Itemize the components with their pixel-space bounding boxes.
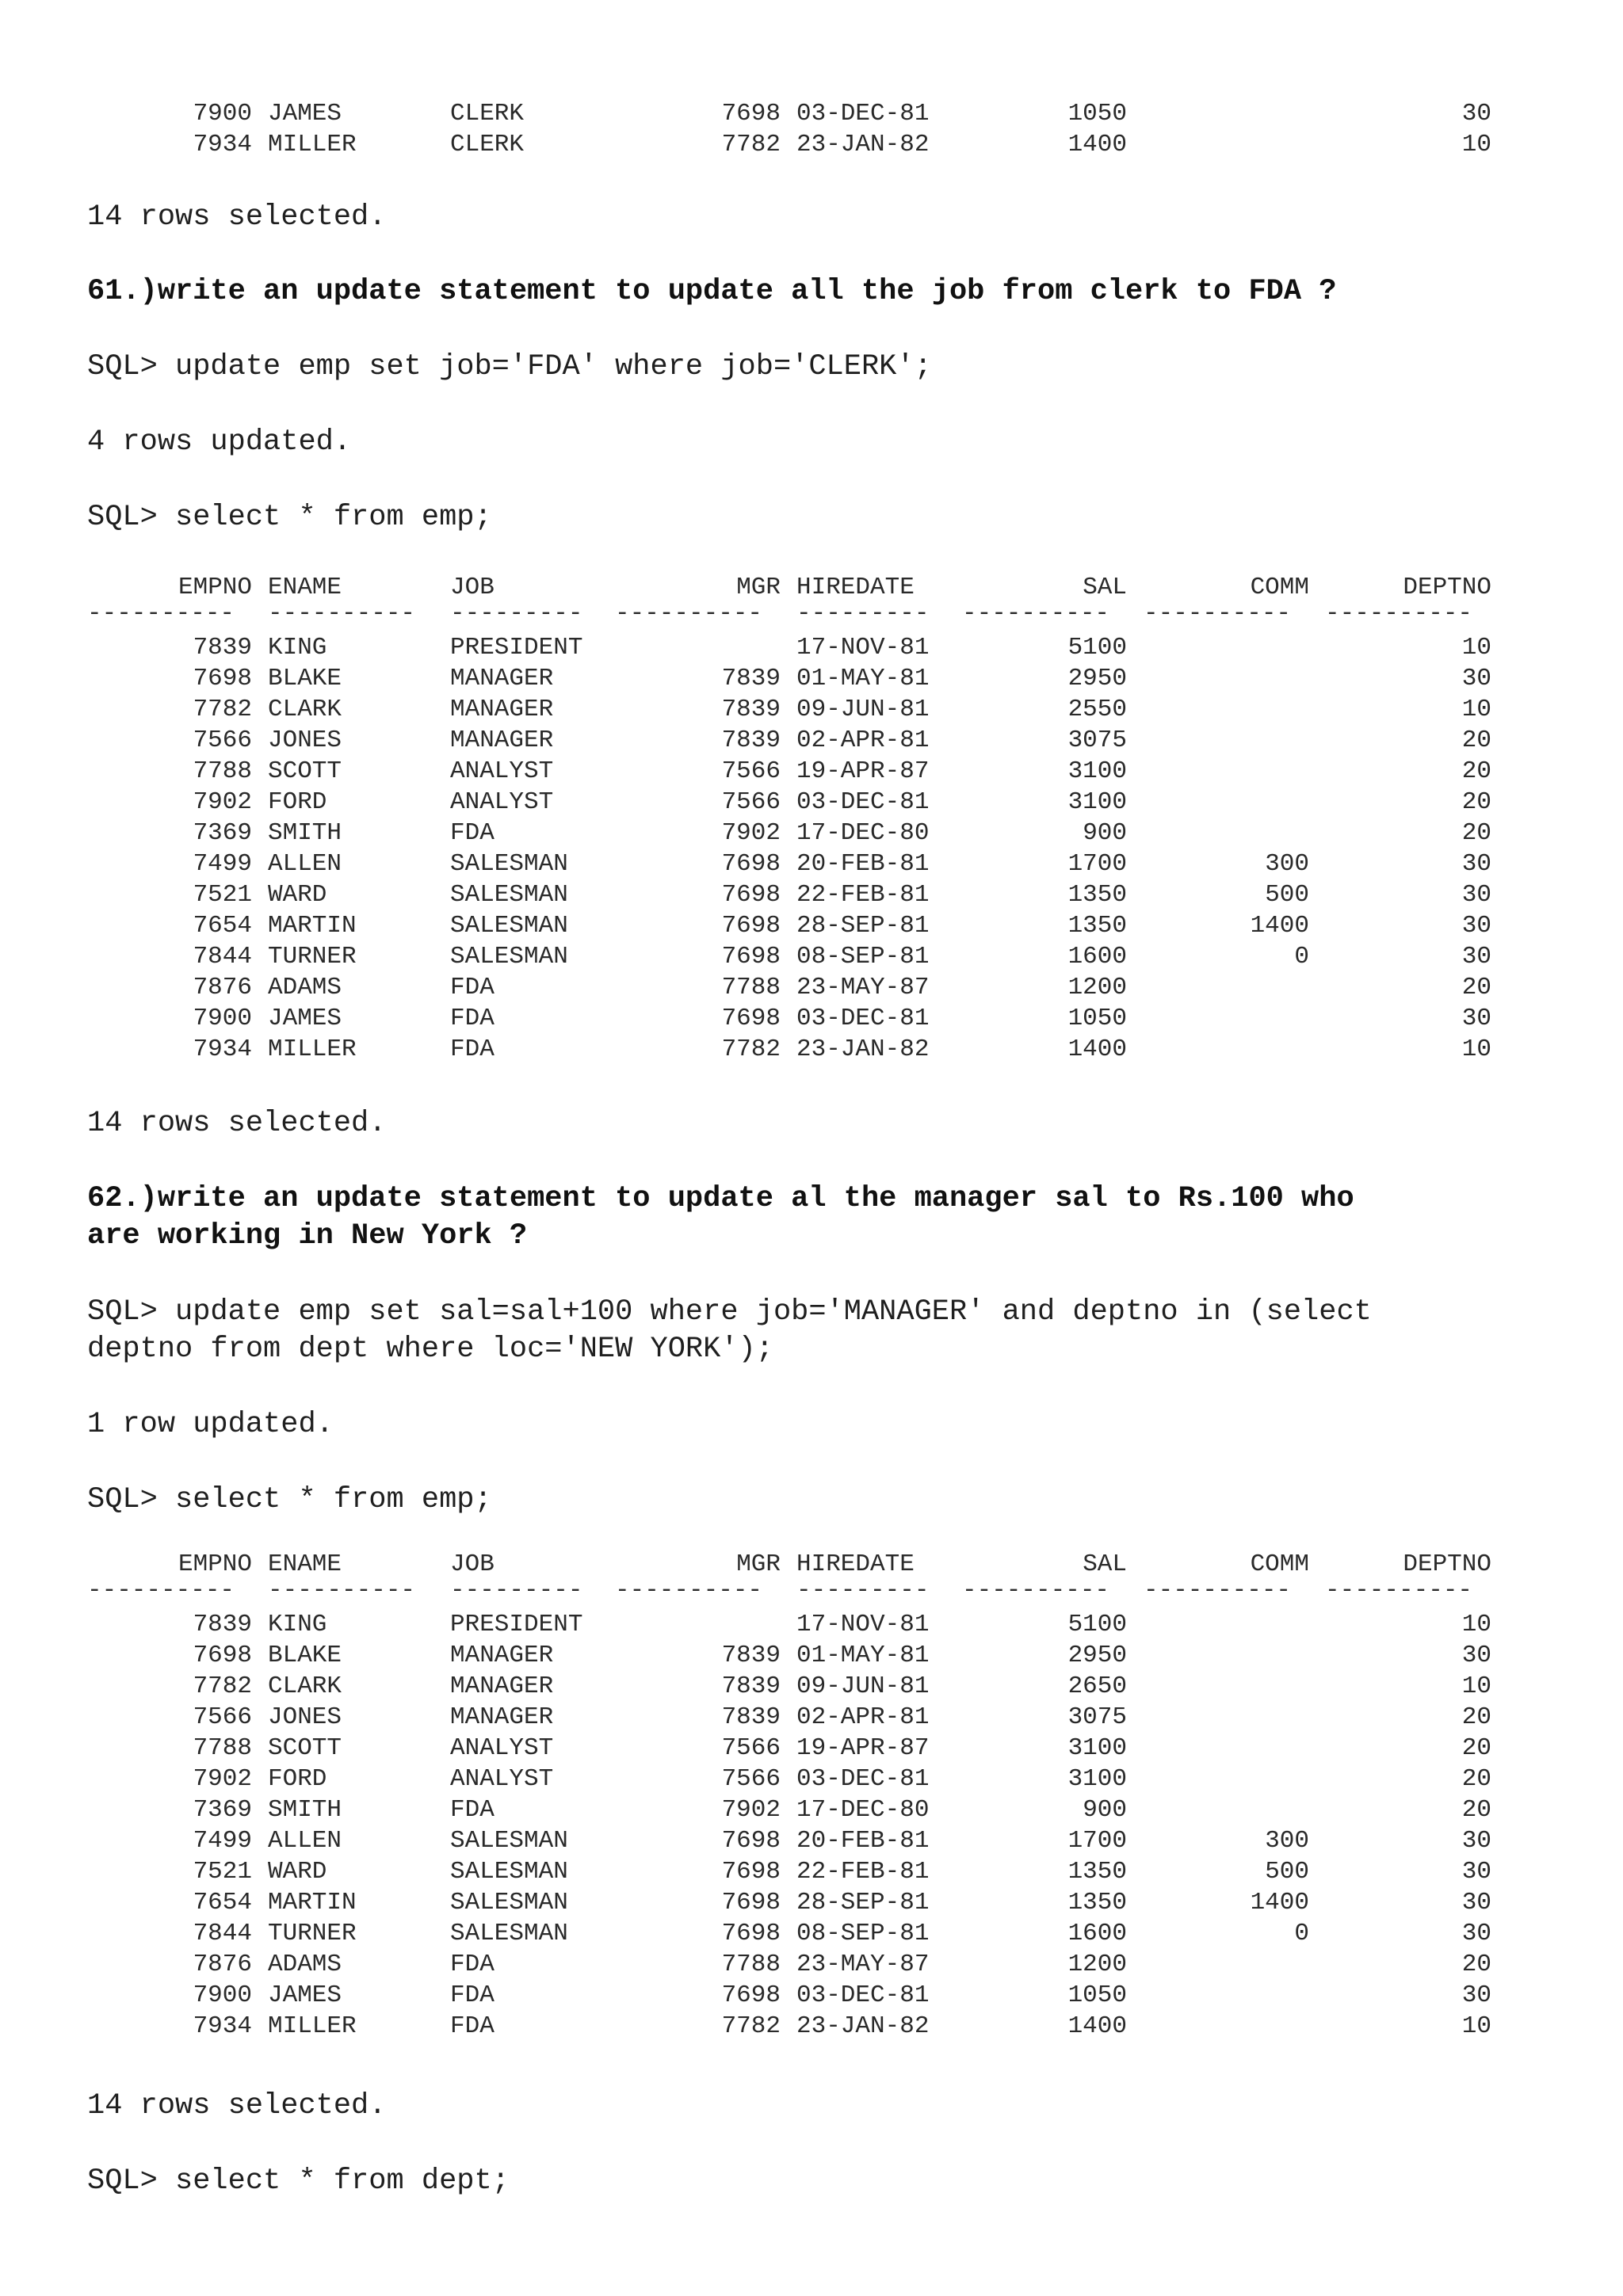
cell-mgr: 7839: [721, 1642, 781, 1669]
cell-empno: 7698: [193, 1642, 252, 1669]
cell-ename: MILLER: [268, 1035, 357, 1063]
cell-ename: SCOTT: [268, 757, 342, 785]
cell-mgr: 7788: [721, 1951, 781, 1978]
cell-comm: 1400: [1250, 1889, 1309, 1917]
cell-hiredate: 02-APR-81: [796, 727, 930, 754]
cell-ename: ADAMS: [268, 974, 342, 1001]
table-row: [87, 941, 1498, 972]
cell-deptno: 10: [1461, 1611, 1491, 1638]
cell-deptno: 20: [1461, 788, 1491, 816]
table-row: [87, 1003, 1498, 1034]
cell-deptno: 30: [1461, 1920, 1491, 1947]
cell-ename: WARD: [268, 881, 327, 909]
table-row: [87, 725, 1498, 756]
cell-job: SALESMAN: [450, 1920, 568, 1947]
cell-mgr: 7698: [721, 912, 781, 940]
cell-mgr: 7698: [721, 881, 781, 909]
cell-deptno: 20: [1461, 727, 1491, 754]
cell-job: ANALYST: [450, 788, 554, 816]
cell-hiredate: 03-DEC-81: [796, 1765, 930, 1793]
cell-sal: 5100: [1067, 634, 1127, 662]
cell-empno: 7900: [193, 1005, 252, 1032]
table-row: [87, 972, 1498, 1003]
table-row: [87, 787, 1498, 818]
cell-empno: 7839: [193, 634, 252, 662]
cell-ename: SMITH: [268, 819, 342, 847]
cell-ename: FORD: [268, 1765, 327, 1793]
sql-update-job: SQL> update emp set job='FDA' where job='CLERK';: [87, 350, 932, 383]
rows-updated-text: 4 rows updated.: [87, 425, 352, 459]
table-row: [87, 1918, 1498, 1949]
cell-sal: 2950: [1067, 1642, 1127, 1669]
cell-hiredate: 03-DEC-81: [796, 1981, 930, 2009]
cell-job: FDA: [450, 1035, 495, 1063]
header-job: JOB: [450, 1550, 495, 1578]
header-hiredate: HIREDATE: [796, 574, 915, 601]
cell-comm: 1400: [1250, 912, 1309, 940]
header-ename: ENAME: [268, 574, 342, 601]
cell-ename: ALLEN: [268, 850, 342, 878]
cell-sal: 1200: [1067, 1951, 1127, 1978]
cell-empno: 7369: [193, 819, 252, 847]
cell-ename: MARTIN: [268, 1889, 357, 1917]
table-separator: [87, 1577, 1498, 1609]
sql-update-sal-line-2: deptno from dept where loc='NEW YORK');: [87, 1333, 773, 1366]
cell-comm: 500: [1265, 1858, 1309, 1886]
emp-table-1: [87, 572, 1498, 1065]
cell-job: SALESMAN: [450, 1858, 568, 1886]
separator-dashes: ----------: [87, 600, 235, 627]
cell-mgr: 7902: [721, 819, 781, 847]
cell-job: FDA: [450, 974, 495, 1001]
cell-empno: 7566: [193, 727, 252, 754]
cell-deptno: 10: [1461, 696, 1491, 723]
cell-empno: 7521: [193, 881, 252, 909]
cell-hiredate: 17-NOV-81: [796, 1611, 930, 1638]
cell-deptno: 20: [1461, 1765, 1491, 1793]
cell-mgr: 7698: [721, 850, 781, 878]
cell-empno: 7844: [193, 1920, 252, 1947]
cell-sal: 1700: [1067, 850, 1127, 878]
cell-deptno: 10: [1461, 2012, 1491, 2040]
cell-mgr: 7698: [721, 1920, 781, 1947]
cell-job: SALESMAN: [450, 1827, 568, 1855]
cell-job: FDA: [450, 1796, 495, 1824]
cell-ename: FORD: [268, 788, 327, 816]
cell-ename: JONES: [268, 727, 342, 754]
cell-job: MANAGER: [450, 696, 554, 723]
cell-deptno: 30: [1461, 1005, 1491, 1032]
cell-hiredate: 20-FEB-81: [796, 850, 930, 878]
cell-hiredate: 17-DEC-80: [796, 819, 930, 847]
cell-deptno: 30: [1461, 881, 1491, 909]
cell-deptno: 30: [1461, 850, 1491, 878]
cell-empno: 7902: [193, 788, 252, 816]
cell-sal: 1350: [1067, 1858, 1127, 1886]
cell-empno: 7900: [193, 100, 252, 128]
table-row: [87, 1733, 1498, 1764]
cell-sal: 3075: [1067, 1703, 1127, 1731]
cell-hiredate: 09-JUN-81: [796, 1672, 930, 1700]
cell-sal: 1600: [1067, 943, 1127, 971]
cell-job: SALESMAN: [450, 850, 568, 878]
cell-deptno: 20: [1461, 757, 1491, 785]
cell-deptno: 10: [1461, 131, 1491, 158]
cell-job: SALESMAN: [450, 943, 568, 971]
table-row: [87, 849, 1498, 879]
row-updated-text: 1 row updated.: [87, 1408, 334, 1441]
cell-sal: 3100: [1067, 788, 1127, 816]
cell-empno: 7934: [193, 2012, 252, 2040]
cell-ename: SMITH: [268, 1796, 342, 1824]
separator-dashes: ----------: [1325, 1577, 1473, 1604]
cell-job: ANALYST: [450, 1765, 554, 1793]
cell-deptno: 30: [1461, 1642, 1491, 1669]
cell-sal: 1350: [1067, 881, 1127, 909]
cell-hiredate: 17-NOV-81: [796, 634, 930, 662]
cell-mgr: 7698: [721, 943, 781, 971]
cell-mgr: 7902: [721, 1796, 781, 1824]
header-mgr: MGR: [736, 1550, 781, 1578]
cell-hiredate: 08-SEP-81: [796, 943, 930, 971]
cell-mgr: 7698: [721, 1889, 781, 1917]
cell-job: PRESIDENT: [450, 634, 583, 662]
cell-hiredate: 23-MAY-87: [796, 1951, 930, 1978]
cell-sal: 1050: [1067, 1005, 1127, 1032]
cell-hiredate: 23-MAY-87: [796, 974, 930, 1001]
cell-job: ANALYST: [450, 757, 554, 785]
header-comm: COMM: [1250, 574, 1309, 601]
cell-ename: CLARK: [268, 1672, 342, 1700]
cell-ename: ALLEN: [268, 1827, 342, 1855]
cell-ename: WARD: [268, 1858, 327, 1886]
cell-empno: 7369: [193, 1796, 252, 1824]
cell-mgr: 7782: [721, 131, 781, 158]
cell-sal: 1350: [1067, 1889, 1127, 1917]
table-row: [87, 1702, 1498, 1733]
table-row: [87, 98, 1498, 129]
cell-job: FDA: [450, 1951, 495, 1978]
separator-dashes: ---------: [450, 600, 583, 627]
cell-mgr: 7839: [721, 1672, 781, 1700]
separator-dashes: ----------: [1325, 600, 1473, 627]
cell-empno: 7934: [193, 131, 252, 158]
cell-deptno: 30: [1461, 1827, 1491, 1855]
cell-sal: 1050: [1067, 1981, 1127, 2009]
cell-sal: 1400: [1067, 1035, 1127, 1063]
cell-ename: JAMES: [268, 100, 342, 128]
header-deptno: DEPTNO: [1403, 1550, 1491, 1578]
cell-ename: TURNER: [268, 943, 357, 971]
cell-mgr: 7566: [721, 757, 781, 785]
sql-update-sal-line-1: SQL> update emp set sal=sal+100 where job='MANAGER' and deptno in (select: [87, 1295, 1372, 1329]
cell-sal: 3100: [1067, 1765, 1127, 1793]
cell-hiredate: 23-JAN-82: [796, 1035, 930, 1063]
cell-comm: 0: [1294, 943, 1309, 971]
table-row: [87, 1640, 1498, 1671]
cell-deptno: 10: [1461, 1035, 1491, 1063]
cell-empno: 7654: [193, 912, 252, 940]
cell-mgr: 7698: [721, 100, 781, 128]
cell-mgr: 7839: [721, 727, 781, 754]
cell-hiredate: 22-FEB-81: [796, 1858, 930, 1886]
cell-ename: JAMES: [268, 1005, 342, 1032]
cell-empno: 7844: [193, 943, 252, 971]
separator-dashes: ---------: [450, 1577, 583, 1604]
cell-ename: SCOTT: [268, 1734, 342, 1762]
cell-sal: 3100: [1067, 757, 1127, 785]
cell-hiredate: 17-DEC-80: [796, 1796, 930, 1824]
separator-dashes: ----------: [962, 1577, 1110, 1604]
rows-selected-text: 14 rows selected.: [87, 2089, 387, 2122]
header-job: JOB: [450, 574, 495, 601]
cell-mgr: 7698: [721, 1858, 781, 1886]
header-hiredate: HIREDATE: [796, 1550, 915, 1578]
cell-mgr: 7698: [721, 1005, 781, 1032]
cell-sal: 1400: [1067, 131, 1127, 158]
separator-dashes: ---------: [796, 1577, 930, 1604]
table-row: [87, 756, 1498, 787]
cell-sal: 1600: [1067, 1920, 1127, 1947]
table-row: [87, 1034, 1498, 1065]
cell-deptno: 30: [1461, 100, 1491, 128]
cell-hiredate: 28-SEP-81: [796, 912, 930, 940]
cell-hiredate: 03-DEC-81: [796, 1005, 930, 1032]
table-row: [87, 818, 1498, 849]
separator-dashes: ----------: [1144, 600, 1292, 627]
cell-job: FDA: [450, 1005, 495, 1032]
separator-dashes: ----------: [268, 600, 416, 627]
cell-ename: KING: [268, 634, 327, 662]
cell-hiredate: 19-APR-87: [796, 757, 930, 785]
header-mgr: MGR: [736, 574, 781, 601]
table-row: [87, 1671, 1498, 1702]
cell-empno: 7839: [193, 1611, 252, 1638]
cell-empno: 7876: [193, 974, 252, 1001]
cell-empno: 7782: [193, 696, 252, 723]
question-62-line-1: 62.)write an update statement to update al the manager sal to Rs.100 who: [87, 1182, 1354, 1215]
sql-select-emp: SQL> select * from emp;: [87, 1483, 492, 1516]
cell-deptno: 20: [1461, 1951, 1491, 1978]
cell-sal: 2550: [1067, 696, 1127, 723]
cell-sal: 1050: [1067, 100, 1127, 128]
cell-deptno: 20: [1461, 1796, 1491, 1824]
cell-mgr: 7698: [721, 1981, 781, 2009]
cell-job: FDA: [450, 1981, 495, 2009]
sql-select-dept: SQL> select * from dept;: [87, 2164, 510, 2198]
cell-empno: 7900: [193, 1981, 252, 2009]
cell-empno: 7499: [193, 850, 252, 878]
cell-hiredate: 23-JAN-82: [796, 131, 930, 158]
cell-empno: 7876: [193, 1951, 252, 1978]
cell-comm: 500: [1265, 881, 1309, 909]
cell-ename: ADAMS: [268, 1951, 342, 1978]
cell-sal: 1700: [1067, 1827, 1127, 1855]
cell-empno: 7654: [193, 1889, 252, 1917]
cell-sal: 900: [1083, 1796, 1127, 1824]
header-comm: COMM: [1250, 1550, 1309, 1578]
cell-hiredate: 03-DEC-81: [796, 100, 930, 128]
table-row: [87, 2011, 1498, 2042]
cell-empno: 7698: [193, 665, 252, 692]
separator-dashes: ----------: [615, 600, 763, 627]
cell-hiredate: 22-FEB-81: [796, 881, 930, 909]
cell-ename: CLARK: [268, 696, 342, 723]
cell-job: MANAGER: [450, 1703, 554, 1731]
table-separator: [87, 600, 1498, 632]
separator-dashes: ----------: [268, 1577, 416, 1604]
cell-hiredate: 01-MAY-81: [796, 1642, 930, 1669]
sql-select-emp: SQL> select * from emp;: [87, 501, 492, 534]
cell-deptno: 30: [1461, 943, 1491, 971]
cell-sal: 2950: [1067, 665, 1127, 692]
table-row: [87, 1764, 1498, 1794]
cell-sal: 2650: [1067, 1672, 1127, 1700]
separator-dashes: ----------: [962, 600, 1110, 627]
cell-job: SALESMAN: [450, 881, 568, 909]
separator-dashes: ----------: [1144, 1577, 1292, 1604]
emp-table-continuation: [87, 98, 1498, 160]
header-empno: EMPNO: [178, 1550, 252, 1578]
cell-sal: 5100: [1067, 1611, 1127, 1638]
cell-job: MANAGER: [450, 727, 554, 754]
cell-hiredate: 09-JUN-81: [796, 696, 930, 723]
cell-ename: MARTIN: [268, 912, 357, 940]
cell-deptno: 10: [1461, 1672, 1491, 1700]
table-row: [87, 910, 1498, 941]
cell-sal: 1400: [1067, 2012, 1127, 2040]
cell-mgr: 7566: [721, 1734, 781, 1762]
cell-ename: TURNER: [268, 1920, 357, 1947]
cell-ename: MILLER: [268, 2012, 357, 2040]
cell-sal: 3100: [1067, 1734, 1127, 1762]
separator-dashes: ----------: [87, 1577, 235, 1604]
cell-ename: MILLER: [268, 131, 357, 158]
cell-empno: 7566: [193, 1703, 252, 1731]
cell-ename: KING: [268, 1611, 327, 1638]
emp-table-2: [87, 1549, 1498, 2042]
cell-deptno: 30: [1461, 665, 1491, 692]
question-61: 61.)write an update statement to update all the job from clerk to FDA ?: [87, 275, 1337, 308]
table-row: [87, 1949, 1498, 1980]
cell-deptno: 30: [1461, 912, 1491, 940]
cell-comm: 0: [1294, 1920, 1309, 1947]
table-row: [87, 1609, 1498, 1640]
header-empno: EMPNO: [178, 574, 252, 601]
cell-mgr: 7698: [721, 1827, 781, 1855]
cell-deptno: 20: [1461, 819, 1491, 847]
cell-empno: 7902: [193, 1765, 252, 1793]
table-row: [87, 632, 1498, 663]
header-deptno: DEPTNO: [1403, 574, 1491, 601]
header-sal: SAL: [1083, 1550, 1127, 1578]
cell-deptno: 30: [1461, 1858, 1491, 1886]
cell-comm: 300: [1265, 1827, 1309, 1855]
cell-mgr: 7566: [721, 1765, 781, 1793]
cell-hiredate: 23-JAN-82: [796, 2012, 930, 2040]
separator-dashes: ----------: [615, 1577, 763, 1604]
cell-hiredate: 19-APR-87: [796, 1734, 930, 1762]
rows-selected-text: 14 rows selected.: [87, 200, 387, 234]
question-62-line-2: are working in New York ?: [87, 1219, 528, 1253]
cell-mgr: 7839: [721, 665, 781, 692]
cell-ename: JAMES: [268, 1981, 342, 2009]
cell-hiredate: 03-DEC-81: [796, 788, 930, 816]
cell-hiredate: 28-SEP-81: [796, 1889, 930, 1917]
cell-mgr: 7566: [721, 788, 781, 816]
cell-mgr: 7788: [721, 974, 781, 1001]
cell-job: FDA: [450, 819, 495, 847]
cell-sal: 3075: [1067, 727, 1127, 754]
table-row: [87, 1887, 1498, 1918]
table-row: [87, 129, 1498, 160]
table-row: [87, 1794, 1498, 1825]
separator-dashes: ---------: [796, 600, 930, 627]
cell-deptno: 20: [1461, 1734, 1491, 1762]
cell-ename: BLAKE: [268, 665, 342, 692]
cell-deptno: 10: [1461, 634, 1491, 662]
cell-comm: 300: [1265, 850, 1309, 878]
table-row: [87, 1825, 1498, 1856]
cell-mgr: 7782: [721, 2012, 781, 2040]
cell-sal: 1350: [1067, 912, 1127, 940]
table-row: [87, 1856, 1498, 1887]
cell-ename: JONES: [268, 1703, 342, 1731]
cell-job: MANAGER: [450, 1672, 554, 1700]
cell-job: MANAGER: [450, 1642, 554, 1669]
cell-empno: 7934: [193, 1035, 252, 1063]
table-row: [87, 663, 1498, 694]
cell-job: ANALYST: [450, 1734, 554, 1762]
cell-hiredate: 20-FEB-81: [796, 1827, 930, 1855]
cell-job: SALESMAN: [450, 1889, 568, 1917]
cell-deptno: 30: [1461, 1981, 1491, 2009]
cell-empno: 7782: [193, 1672, 252, 1700]
cell-deptno: 20: [1461, 974, 1491, 1001]
table-row: [87, 694, 1498, 725]
cell-mgr: 7839: [721, 1703, 781, 1731]
cell-job: CLERK: [450, 100, 525, 128]
cell-job: MANAGER: [450, 665, 554, 692]
cell-job: CLERK: [450, 131, 525, 158]
table-row: [87, 879, 1498, 910]
cell-sal: 1200: [1067, 974, 1127, 1001]
header-sal: SAL: [1083, 574, 1127, 601]
cell-ename: BLAKE: [268, 1642, 342, 1669]
cell-hiredate: 08-SEP-81: [796, 1920, 930, 1947]
cell-empno: 7788: [193, 1734, 252, 1762]
cell-job: SALESMAN: [450, 912, 568, 940]
cell-sal: 900: [1083, 819, 1127, 847]
cell-empno: 7499: [193, 1827, 252, 1855]
rows-selected-text: 14 rows selected.: [87, 1107, 387, 1140]
cell-job: FDA: [450, 2012, 495, 2040]
cell-empno: 7521: [193, 1858, 252, 1886]
cell-mgr: 7782: [721, 1035, 781, 1063]
cell-deptno: 20: [1461, 1703, 1491, 1731]
cell-hiredate: 01-MAY-81: [796, 665, 930, 692]
cell-deptno: 30: [1461, 1889, 1491, 1917]
cell-job: PRESIDENT: [450, 1611, 583, 1638]
header-ename: ENAME: [268, 1550, 342, 1578]
table-row: [87, 1980, 1498, 2011]
cell-hiredate: 02-APR-81: [796, 1703, 930, 1731]
cell-mgr: 7839: [721, 696, 781, 723]
cell-empno: 7788: [193, 757, 252, 785]
